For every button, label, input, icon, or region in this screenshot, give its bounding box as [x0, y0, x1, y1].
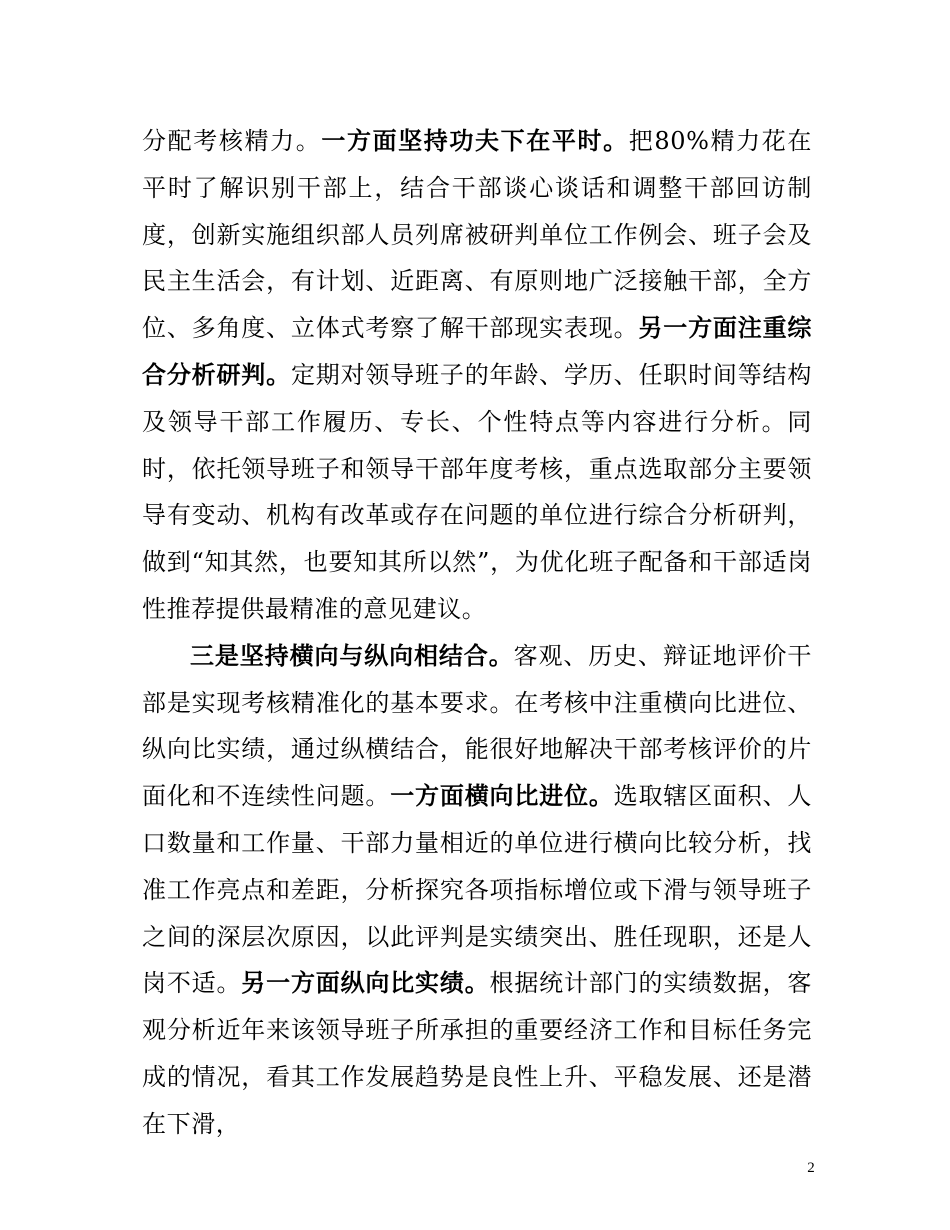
page-number: 2	[807, 1160, 815, 1176]
paragraph-text: 客观、历史、辩证地评价干部是实现考核精准化的基本要求。在考核中注重横向比进位、纵向比实绩，通过纵横结合，能很好地解决干部考核评价的片面化和不连续性问题。	[142, 641, 812, 811]
paragraph-text: 根据统计部门的实绩数据，客观分析近年来该领导班子所承担的重要经济工作和目标任务完成的情况，看其工作发展趋势是良性上升、平稳发展、还是潜在下滑，	[142, 969, 812, 1138]
bold-heading: 一方面坚持功夫下在平时。	[321, 126, 629, 155]
paragraph-text: 分配考核精力。	[142, 127, 322, 155]
paragraph-2	[142, 633, 812, 1148]
bold-heading: 另一方面注重综合分析研判。	[142, 313, 813, 389]
paragraph-text: 把80%精力花在平时了解识别干部上，结合干部谈心谈话和调整干部回访制度，创新实施组织部人员列席被研判单位工作例会、班子会及民主生活会，有计划、近距离、有原则地广泛接触干部，全方位、多角度、立体式考察了解干部现实表现。	[142, 127, 812, 343]
bold-heading: 一方面横向比进位。	[390, 781, 614, 811]
document-body	[142, 118, 812, 1148]
paragraph-text: 定期对领导班子的年龄、学历、任职时间等结构及领导干部工作履历、专长、个性特点等内容进行分析。同时，依托领导班子和领导干部年度考核，重点选取部分主要领导有变动、机构有改革或存在问题的单位进行综合分析研判，做到“知其然，也要知其所以然”，为优化班子配备和干部适岗性推荐提供最精准的意见建议。	[142, 360, 812, 623]
paragraph-1	[142, 118, 812, 633]
paragraph-text: 选取辖区面积、人口数量和工作量、干部力量相近的单位进行横向比较分析，找准工作亮点和差距，分析探究各项指标增位或下滑与领导班子之间的深层次原因，以此评判是实绩突出、胜任现职，还是人岗不适。	[142, 782, 812, 998]
bold-heading: 另一方面纵向比实绩。	[241, 968, 490, 998]
section-heading: 三是坚持横向与纵向相结合。	[190, 640, 514, 670]
